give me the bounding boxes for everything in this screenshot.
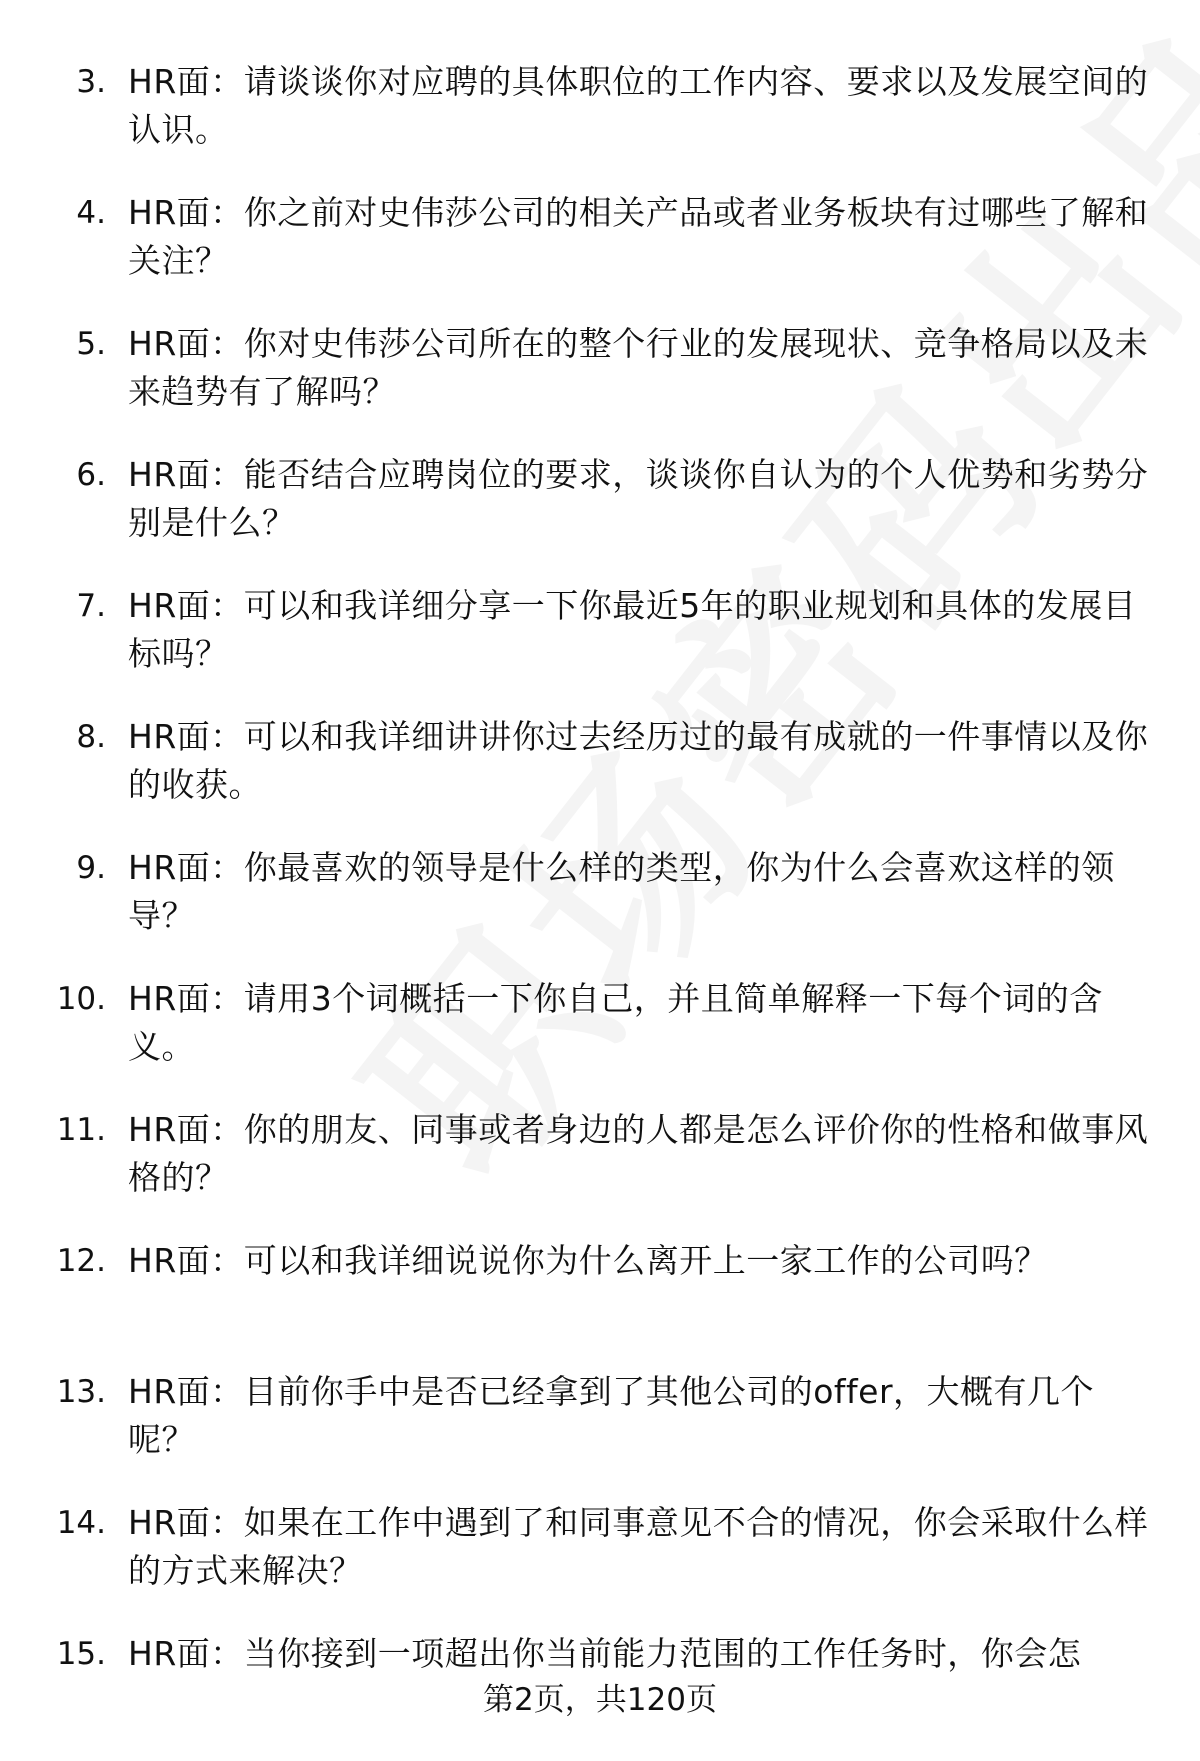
question-text: HR面：能否结合应聘岗位的要求，谈谈你自认为的个人优势和劣势分别是什么？ bbox=[128, 455, 1149, 542]
question-number: 5. bbox=[76, 326, 106, 362]
list-item bbox=[0, 1237, 1200, 1368]
question-text: HR面：当你接到一项超出你当前能力范围的工作任务时，你会怎 bbox=[128, 1634, 1082, 1673]
list-item bbox=[0, 58, 1200, 189]
question-number: 11. bbox=[56, 1112, 106, 1148]
question-number: 12. bbox=[56, 1243, 106, 1279]
question-number: 6. bbox=[76, 457, 106, 493]
question-number: 4. bbox=[76, 195, 106, 231]
question-number: 14. bbox=[56, 1505, 106, 1541]
question-text: HR面：你对史伟莎公司所在的整个行业的发展现状、竞争格局以及未来趋势有了解吗？ bbox=[128, 324, 1149, 411]
question-number: 7. bbox=[76, 588, 106, 624]
question-text: HR面：可以和我详细讲讲你过去经历过的最有成就的一件事情以及你的收获。 bbox=[128, 717, 1149, 804]
list-item bbox=[0, 582, 1200, 713]
question-text: HR面：你的朋友、同事或者身边的人都是怎么评价你的性格和做事风格的？ bbox=[128, 1110, 1149, 1197]
page-footer: 第2页，共120页 bbox=[483, 1682, 717, 1718]
question-list bbox=[0, 58, 1200, 1761]
list-item bbox=[0, 713, 1200, 844]
list-item bbox=[0, 1106, 1200, 1237]
question-text: HR面：请谈谈你对应聘的具体职位的工作内容、要求以及发展空间的认识。 bbox=[128, 62, 1149, 149]
question-text: HR面：可以和我详细说说你为什么离开上一家工作的公司吗？ bbox=[128, 1241, 1048, 1280]
list-item bbox=[0, 1368, 1200, 1499]
question-text: HR面：你最喜欢的领导是什么样的类型，你为什么会喜欢这样的领导？ bbox=[128, 848, 1115, 935]
list-item bbox=[0, 320, 1200, 451]
question-text: HR面：如果在工作中遇到了和同事意见不合的情况，你会采取什么样的方式来解决？ bbox=[128, 1503, 1149, 1590]
list-item bbox=[0, 975, 1200, 1106]
question-number: 9. bbox=[76, 850, 106, 886]
question-text: HR面：目前你手中是否已经拿到了其他公司的offer，大概有几个呢？ bbox=[128, 1372, 1095, 1459]
list-item bbox=[0, 844, 1200, 975]
list-item bbox=[0, 189, 1200, 320]
question-text: HR面：你之前对史伟莎公司的相关产品或者业务板块有过哪些了解和关注？ bbox=[128, 193, 1149, 280]
question-number: 10. bbox=[56, 981, 106, 1017]
question-number: 13. bbox=[56, 1374, 106, 1410]
question-number: 15. bbox=[56, 1636, 106, 1672]
question-number: 3. bbox=[76, 64, 106, 100]
question-number: 8. bbox=[76, 719, 106, 755]
list-item bbox=[0, 451, 1200, 582]
question-text: HR面：请用3个词概括一下你自己，并且简单解释一下每个词的含义。 bbox=[128, 979, 1103, 1066]
list-item bbox=[0, 1499, 1200, 1630]
question-text: HR面：可以和我详细分享一下你最近5年的职业规划和具体的发展目标吗？ bbox=[128, 586, 1137, 673]
